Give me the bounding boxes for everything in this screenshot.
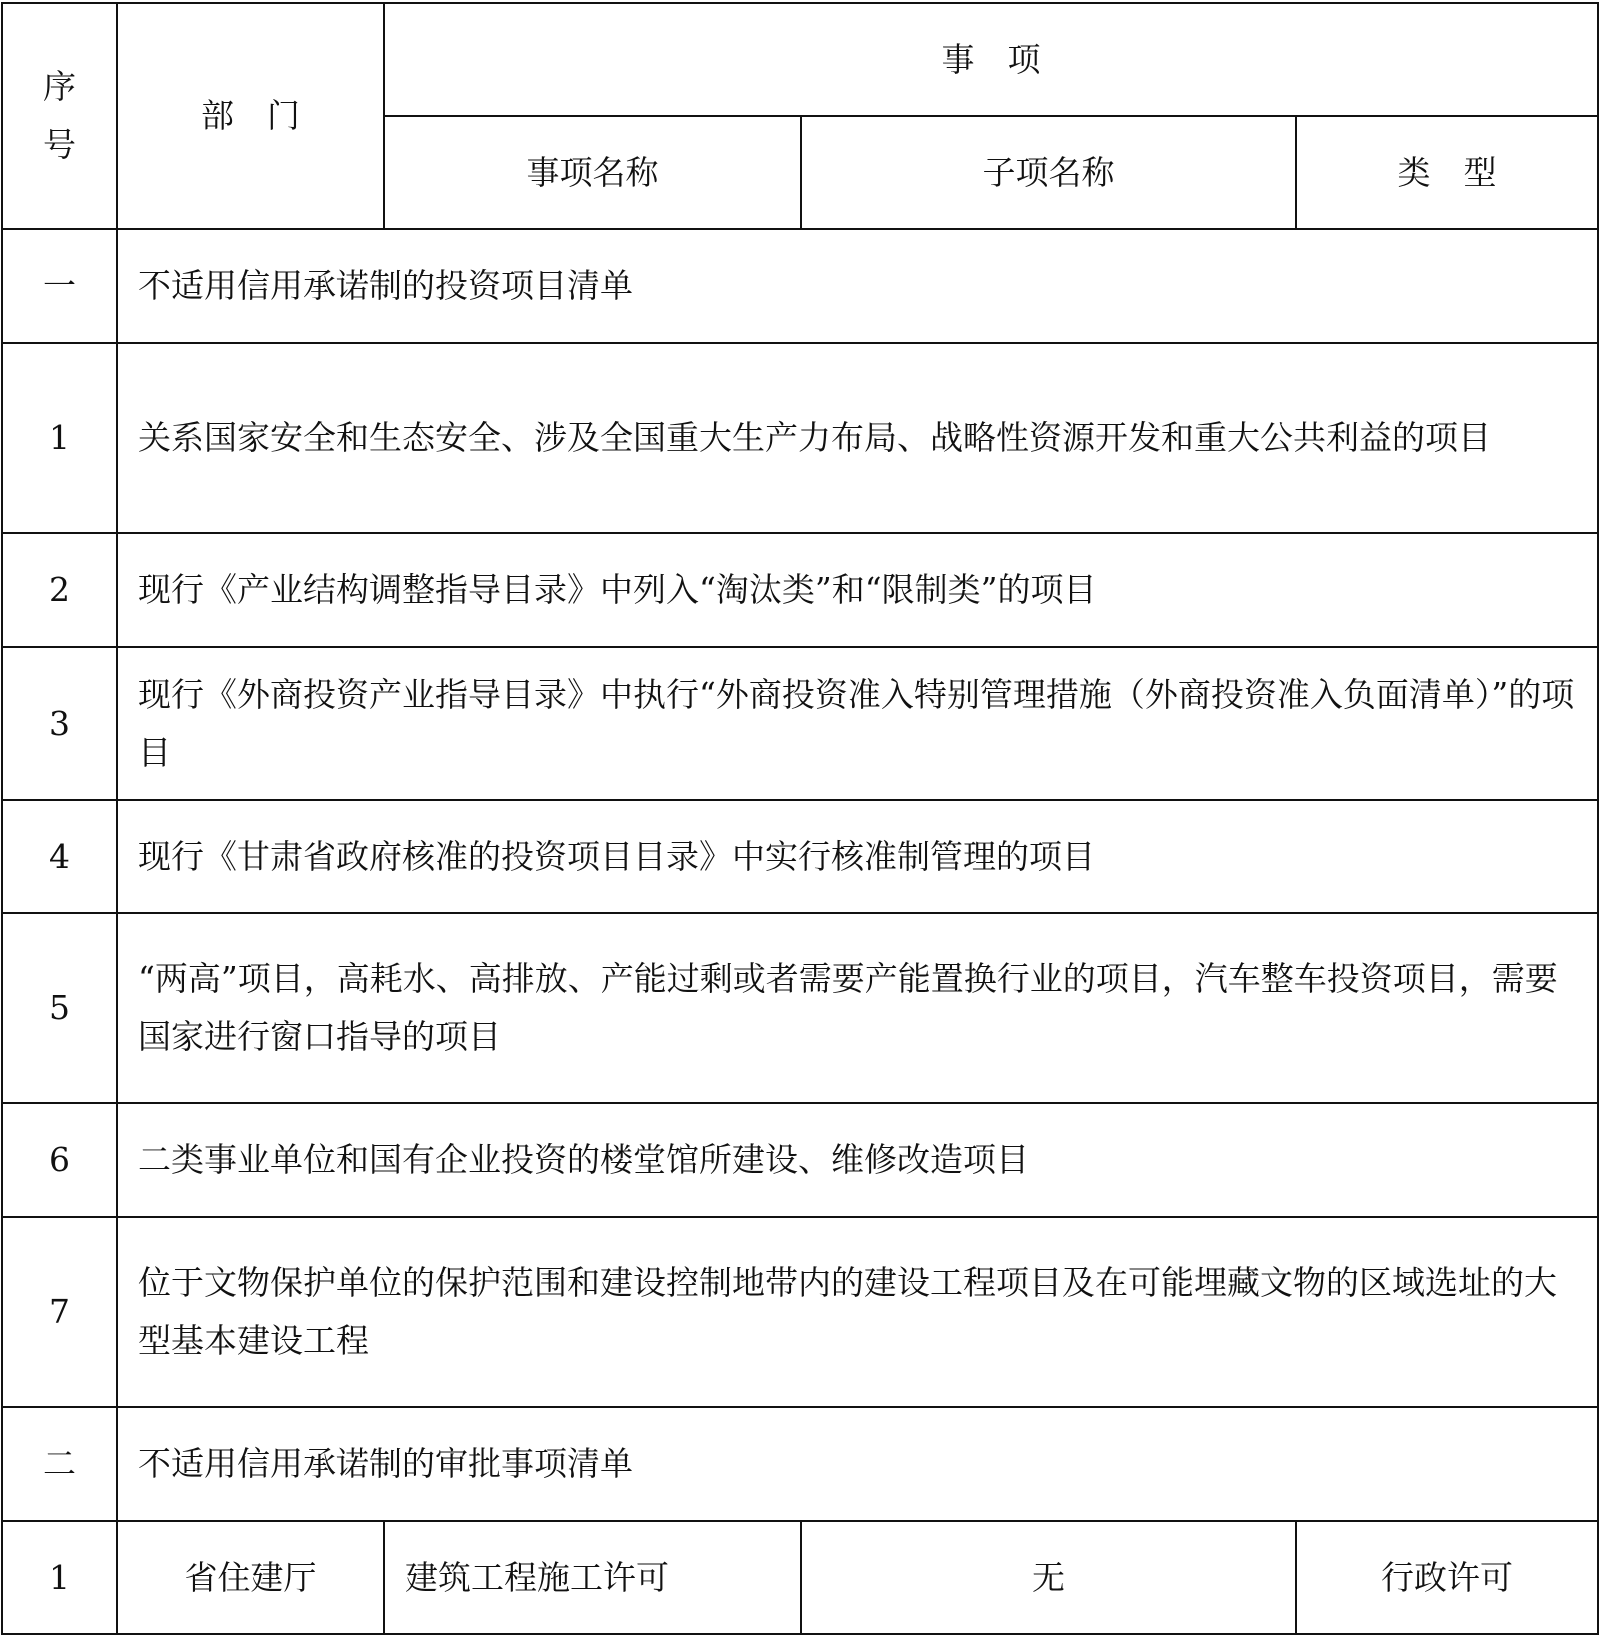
section-num: 一 — [2, 229, 117, 343]
header-seq-line2: 号 — [43, 125, 76, 164]
credit-commitment-table — [1, 2, 1599, 1635]
row-num: 3 — [2, 647, 117, 800]
row-text: “两高”项目，高耗水、高排放、产能过剩或者需要产能置换行业的项目，汽车整车投资项目，需要国家进行窗口指导的项目 — [117, 913, 1598, 1103]
row-num: 1 — [2, 343, 117, 533]
row-text: 现行《产业结构调整指导目录》中列入“淘汰类”和“限制类”的项目 — [117, 533, 1598, 647]
table-row — [2, 647, 1598, 800]
row-text: 现行《外商投资产业指导目录》中执行“外商投资准入特别管理措施（外商投资准入负面清单）”的项目 — [117, 647, 1598, 800]
header-type: 类 型 — [1296, 116, 1598, 229]
table-row — [2, 913, 1598, 1103]
section-row — [2, 229, 1598, 343]
section-row — [2, 1407, 1598, 1521]
table-row — [2, 533, 1598, 647]
row-dept: 省住建厅 — [117, 1521, 384, 1634]
section-title: 不适用信用承诺制的投资项目清单 — [117, 229, 1598, 343]
table-row — [2, 343, 1598, 533]
header-seq-line1: 序 — [43, 67, 76, 106]
row-matter-name: 建筑工程施工许可 — [384, 1521, 801, 1634]
row-num: 5 — [2, 913, 117, 1103]
table-row — [2, 1217, 1598, 1407]
row-num: 7 — [2, 1217, 117, 1407]
header-dept: 部 门 — [117, 3, 384, 229]
header-matter: 事 项 — [384, 3, 1598, 116]
table-row — [2, 800, 1598, 913]
row-num: 4 — [2, 800, 117, 913]
header-row-top — [2, 3, 1598, 116]
row-text: 二类事业单位和国有企业投资的楼堂馆所建设、维修改造项目 — [117, 1103, 1598, 1217]
row-text: 关系国家安全和生态安全、涉及全国重大生产力布局、战略性资源开发和重大公共利益的项目 — [117, 343, 1598, 533]
table-row — [2, 1521, 1598, 1634]
row-text: 现行《甘肃省政府核准的投资项目目录》中实行核准制管理的项目 — [117, 800, 1598, 913]
section-title: 不适用信用承诺制的审批事项清单 — [117, 1407, 1598, 1521]
row-text: 位于文物保护单位的保护范围和建设控制地带内的建设工程项目及在可能埋藏文物的区域选址的大型基本建设工程 — [117, 1217, 1598, 1407]
header-sub-name: 子项名称 — [801, 116, 1296, 229]
row-num: 1 — [2, 1521, 117, 1634]
header-seq — [2, 3, 117, 229]
row-num: 6 — [2, 1103, 117, 1217]
header-matter-name: 事项名称 — [384, 116, 801, 229]
row-type: 行政许可 — [1296, 1521, 1598, 1634]
table-row — [2, 1103, 1598, 1217]
section-num: 二 — [2, 1407, 117, 1521]
row-sub-name: 无 — [801, 1521, 1296, 1634]
row-num: 2 — [2, 533, 117, 647]
